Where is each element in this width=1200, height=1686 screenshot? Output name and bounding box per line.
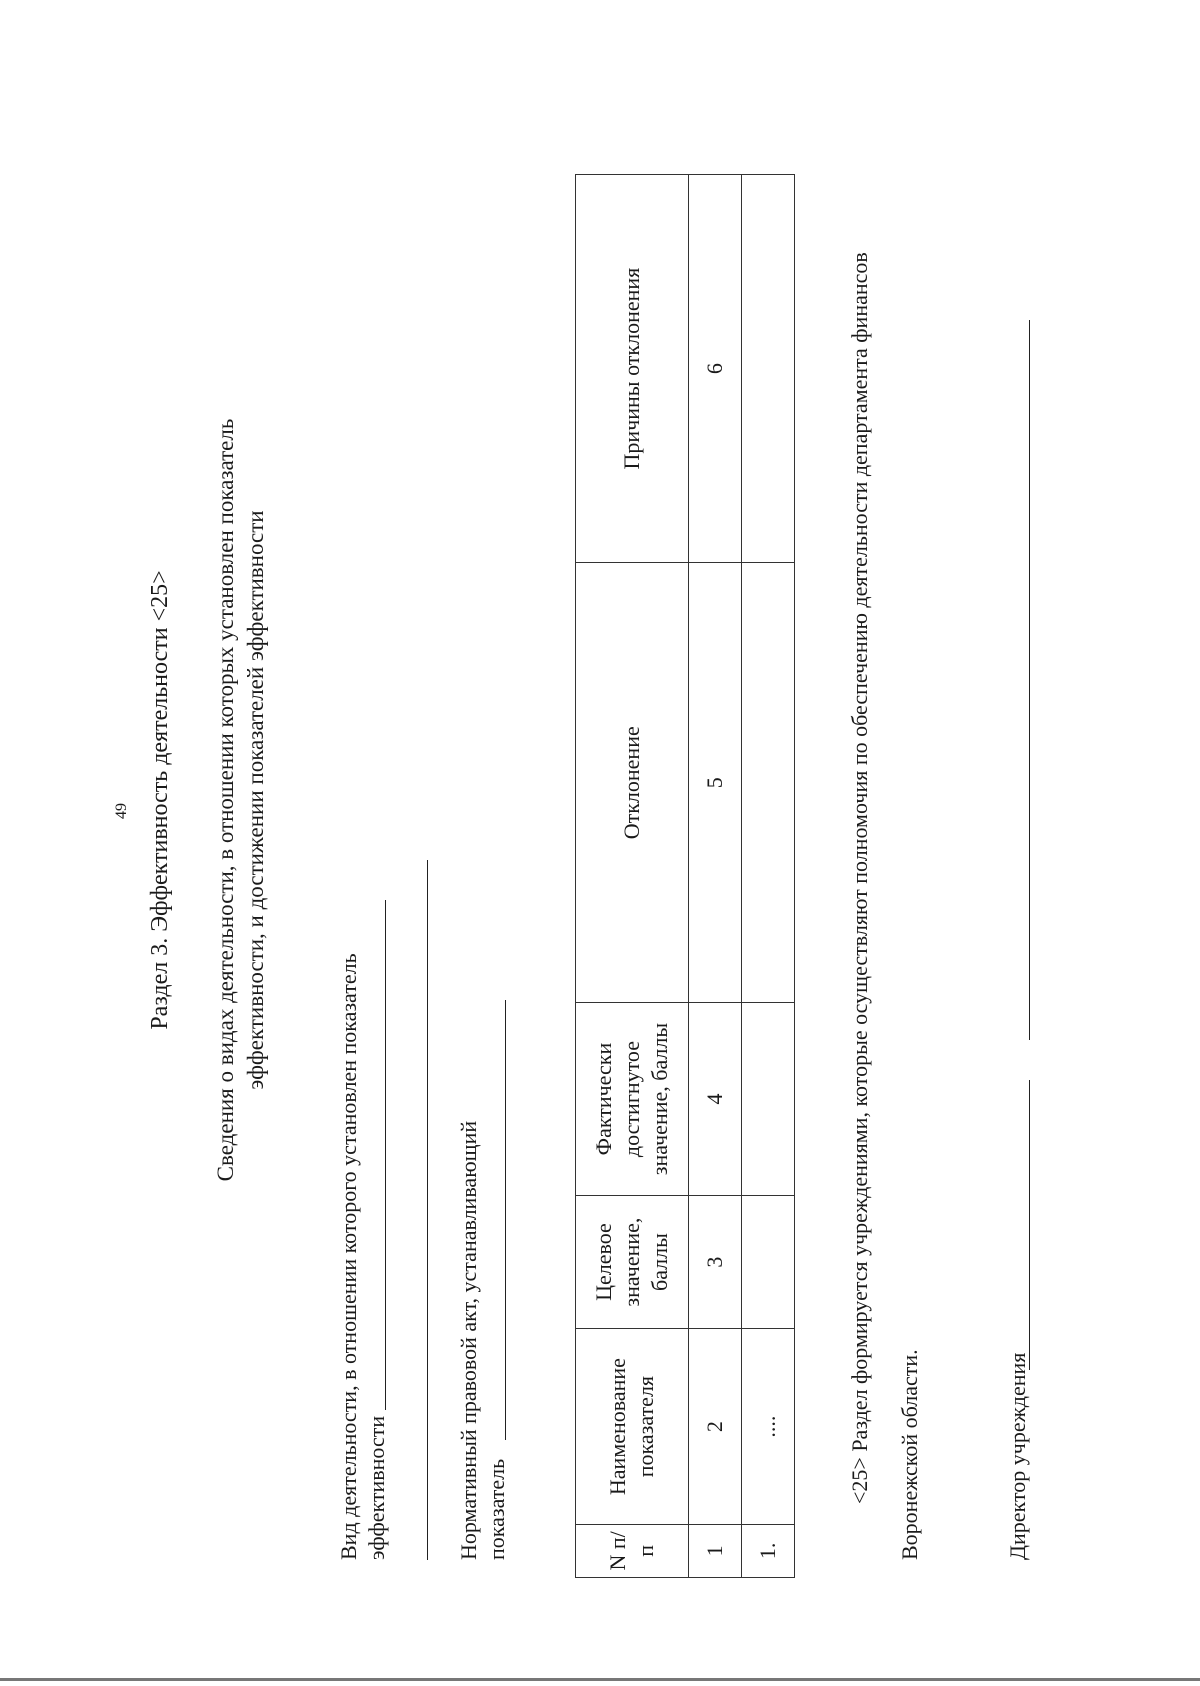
activity-type-label-line1: Вид деятельности, в отношении которого установлен показатель (336, 953, 361, 1560)
activity-type-label-line2: эффективности (364, 1415, 389, 1560)
table-cell: 2 (689, 1329, 742, 1524)
table-cell (742, 175, 795, 563)
section-title: Раздел 3. Эффективность деятельности <25> (147, 570, 173, 1030)
efficiency-indicators-table (575, 174, 795, 1578)
scan-bottom-edge (0, 1678, 1200, 1681)
activity-type-fill-line (385, 900, 386, 1410)
table-cell (742, 1195, 795, 1329)
table-cell (742, 1003, 795, 1195)
header-deviation-reasons: Причины отклонения (576, 175, 689, 563)
header-indicator-name: Наименование показателя (576, 1329, 689, 1524)
director-label: Директор учреждения (1005, 1352, 1030, 1560)
activity-type-field (335, 900, 435, 1560)
header-row-number: N п/п (576, 1524, 689, 1577)
legal-act-fill-line (505, 1000, 506, 1440)
header-actual-value: Фактически достигнутое значение, баллы (576, 1003, 689, 1195)
legal-act-label-line2: показатель (484, 1458, 509, 1560)
table-cell (742, 563, 795, 1003)
footnote-25: <25> Раздел формируется учреждениями, которые осуществляют полномочия по обеспечению деятельности департамента финансов Воронежской области. (847, 252, 922, 1560)
section-subtitle: Сведения о видах деятельности, в отношении которых установлен показатель эффективности, и достижении показателей эффективности (213, 418, 268, 1182)
header-deviation: Отклонение (576, 563, 689, 1003)
table-cell: 1 (689, 1524, 742, 1577)
legal-act-field (455, 900, 555, 1560)
table-row (742, 175, 795, 1578)
table-header-row (576, 175, 689, 1578)
header-target-value: Целевое значение, баллы (576, 1195, 689, 1329)
director-name-line (1029, 320, 1030, 1040)
table-cell: 4 (689, 1003, 742, 1195)
table-cell: 3 (689, 1195, 742, 1329)
director-signature-line (1029, 1080, 1030, 1370)
table-cell: 6 (689, 175, 742, 563)
page-number: 49 (113, 803, 130, 819)
table-cell: .... (742, 1329, 795, 1524)
page-content (145, 0, 1165, 1600)
table-cell: 1. (742, 1524, 795, 1577)
activity-type-fill-line-2 (427, 860, 428, 1560)
table-cell: 5 (689, 563, 742, 1003)
legal-act-label-line1: Нормативный правовой акт, устанавливающий (456, 1120, 481, 1560)
table-row (689, 175, 742, 1578)
